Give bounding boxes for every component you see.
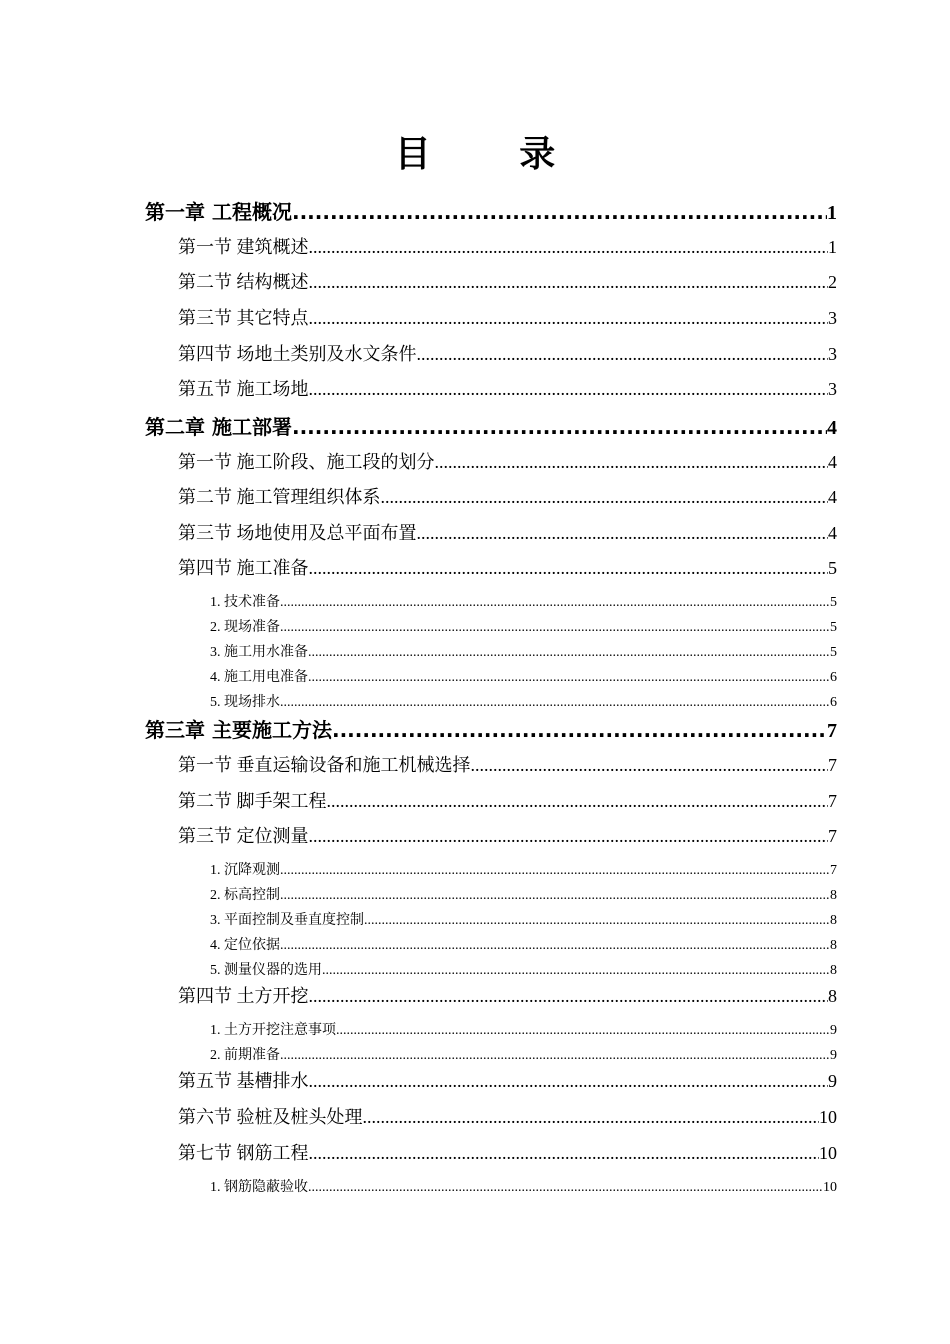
toc-section-entry[interactable] [178,1103,837,1129]
toc-entry-label: 第二节 施工管理组织体系 [178,487,381,507]
toc-leader-dots [327,791,829,812]
toc-page-number: 9 [830,1023,837,1038]
toc-leader-dots [280,1048,830,1064]
toc-entry-label: 4. 定位依据 [210,938,280,953]
toc-page-number: 7 [827,720,837,742]
toc-leader-dots [309,272,829,293]
toc-leader-dots [417,523,829,544]
toc-section-entry[interactable] [178,1067,837,1093]
toc-subsection-entry[interactable] [210,691,837,711]
toc-page-number: 1 [828,237,837,257]
toc-entry-label: 第三节 其它特点 [178,308,309,328]
toc-section-entry[interactable] [178,268,837,294]
toc-page-number: 3 [828,379,837,399]
toc-leader-dots [280,620,830,636]
toc-subsection-entry[interactable] [210,959,837,979]
toc-page-number: 10 [819,1107,837,1127]
toc-page-number: 9 [830,1048,837,1063]
toc-section-entry[interactable] [178,982,837,1008]
toc-page-number: 8 [828,986,837,1006]
toc-section-entry[interactable] [178,787,837,813]
toc-entry-label: 第三章 主要施工方法 [145,718,332,742]
toc-entry-label: 第七节 钢筋工程 [178,1143,309,1163]
toc-page-number: 4 [827,417,837,439]
toc-entry-label: 2. 前期准备 [210,1048,280,1063]
toc-page-number: 1 [827,202,837,224]
toc-leader-dots [309,986,829,1007]
toc-section-entry[interactable] [178,483,837,509]
toc-page-number: 7 [830,863,837,878]
toc-leader-dots [308,670,830,686]
toc-page-number: 4 [828,487,837,507]
toc-entry-label: 1. 土方开挖注意事项 [210,1023,336,1038]
toc-entry-label: 第六节 验桩及桩头处理 [178,1107,363,1127]
toc-leader-dots [280,695,830,711]
toc-leader-dots [363,1107,820,1128]
toc-leader-dots [280,595,830,611]
toc-entry-label: 1. 技术准备 [210,595,280,610]
toc-page-number: 5 [828,558,837,578]
toc-entry-label: 第三节 定位测量 [178,826,309,846]
toc-subsection-entry[interactable] [210,616,837,636]
toc-leader-dots [336,1023,830,1039]
toc-page-number: 5 [830,645,837,660]
toc-section-entry[interactable] [178,233,837,259]
toc-entry-label: 第五节 施工场地 [178,379,309,399]
toc-page-number: 8 [830,888,837,903]
toc-entry-label: 1. 沉降观测 [210,863,280,878]
toc-subsection-entry[interactable] [210,909,837,929]
toc-entry-label: 第二章 施工部署 [145,415,292,439]
toc-page-number: 7 [828,791,837,811]
toc-page-number: 6 [830,695,837,710]
toc-entry-label: 第四节 土方开挖 [178,986,309,1006]
toc-leader-dots [292,200,827,224]
toc-leader-dots [471,755,829,776]
toc-page-number: 8 [830,963,837,978]
toc-leader-dots [309,1143,820,1164]
toc-leader-dots [309,558,829,579]
toc-subsection-entry[interactable] [210,884,837,904]
toc-entry-label: 第四节 施工准备 [178,558,309,578]
toc-subsection-entry[interactable] [210,859,837,879]
toc-page-number: 7 [828,826,837,846]
toc-leader-dots [309,308,829,329]
toc-leader-dots [332,718,827,742]
toc-entry-label: 3. 施工用水准备 [210,645,308,660]
toc-leader-dots [322,963,830,979]
toc-section-entry[interactable] [178,1139,837,1165]
toc-chapter-entry[interactable] [145,411,837,440]
toc-page-number: 2 [828,272,837,292]
toc-page-number: 5 [830,620,837,635]
toc-entry-label: 第五节 基槽排水 [178,1071,309,1091]
toc-leader-dots [280,938,830,954]
toc-leader-dots [309,237,829,258]
toc-entry-label: 3. 平面控制及垂直度控制 [210,913,364,928]
toc-leader-dots [292,415,827,439]
toc-entry-label: 第一节 垂直运输设备和施工机械选择 [178,755,471,775]
toc-subsection-entry[interactable] [210,1044,837,1064]
toc-section-entry[interactable] [178,751,837,777]
toc-entry-label: 5. 测量仪器的选用 [210,963,322,978]
toc-entry-label: 第一节 施工阶段、施工段的划分 [178,452,435,472]
toc-leader-dots [309,379,829,400]
toc-entry-label: 第一节 建筑概述 [178,237,309,257]
toc-page-number: 8 [830,938,837,953]
toc-chapter-entry[interactable] [145,196,837,225]
toc-subsection-entry[interactable] [210,1176,837,1196]
toc-leader-dots [280,863,830,879]
toc-page-number: 9 [828,1071,837,1091]
toc-section-entry[interactable] [178,304,837,330]
toc-entry-label: 5. 现场排水 [210,695,280,710]
toc-page-number: 6 [830,670,837,685]
toc-page-number: 8 [830,913,837,928]
toc-page-number: 7 [828,755,837,775]
toc-entry-label: 第二节 结构概述 [178,272,309,292]
toc-section-entry[interactable] [178,822,837,848]
toc-entry-label: 第四节 场地土类别及水文条件 [178,344,417,364]
toc-page-number: 4 [828,452,837,472]
toc-subsection-entry[interactable] [210,666,837,686]
toc-leader-dots [364,913,830,929]
toc-leader-dots [417,344,829,365]
toc-entry-label: 第一章 工程概况 [145,200,292,224]
toc-entry-label: 第三节 场地使用及总平面布置 [178,523,417,543]
toc-page-number: 4 [828,523,837,543]
toc-section-entry[interactable] [178,554,837,580]
toc-subsection-entry[interactable] [210,1019,837,1039]
toc-chapter-entry[interactable] [145,714,837,743]
toc-entry-label: 第二节 脚手架工程 [178,791,327,811]
toc-page-number: 3 [828,308,837,328]
toc-section-entry[interactable] [178,448,837,474]
toc-entry-label: 4. 施工用电准备 [210,670,308,685]
toc-leader-dots [308,1180,823,1196]
toc-leader-dots [309,826,829,847]
toc-leader-dots [280,888,830,904]
toc-leader-dots [309,1071,829,1092]
toc-subsection-entry[interactable] [210,934,837,954]
toc-section-entry[interactable] [178,375,837,401]
toc-leader-dots [308,645,830,661]
toc-subsection-entry[interactable] [210,591,837,611]
toc-page-number: 5 [830,595,837,610]
toc-entry-label: 2. 现场准备 [210,620,280,635]
toc-page-number: 10 [819,1143,837,1163]
toc-page-number: 10 [823,1180,837,1195]
toc-entry-label: 2. 标高控制 [210,888,280,903]
toc-entry-label: 1. 钢筋隐蔽验收 [210,1180,308,1195]
toc-section-entry[interactable] [178,340,837,366]
toc-leader-dots [435,452,829,473]
toc-page-number: 3 [828,344,837,364]
toc-subsection-entry[interactable] [210,641,837,661]
toc-section-entry[interactable] [178,519,837,545]
toc-leader-dots [381,487,829,508]
page-title: 目 录 [394,134,594,175]
